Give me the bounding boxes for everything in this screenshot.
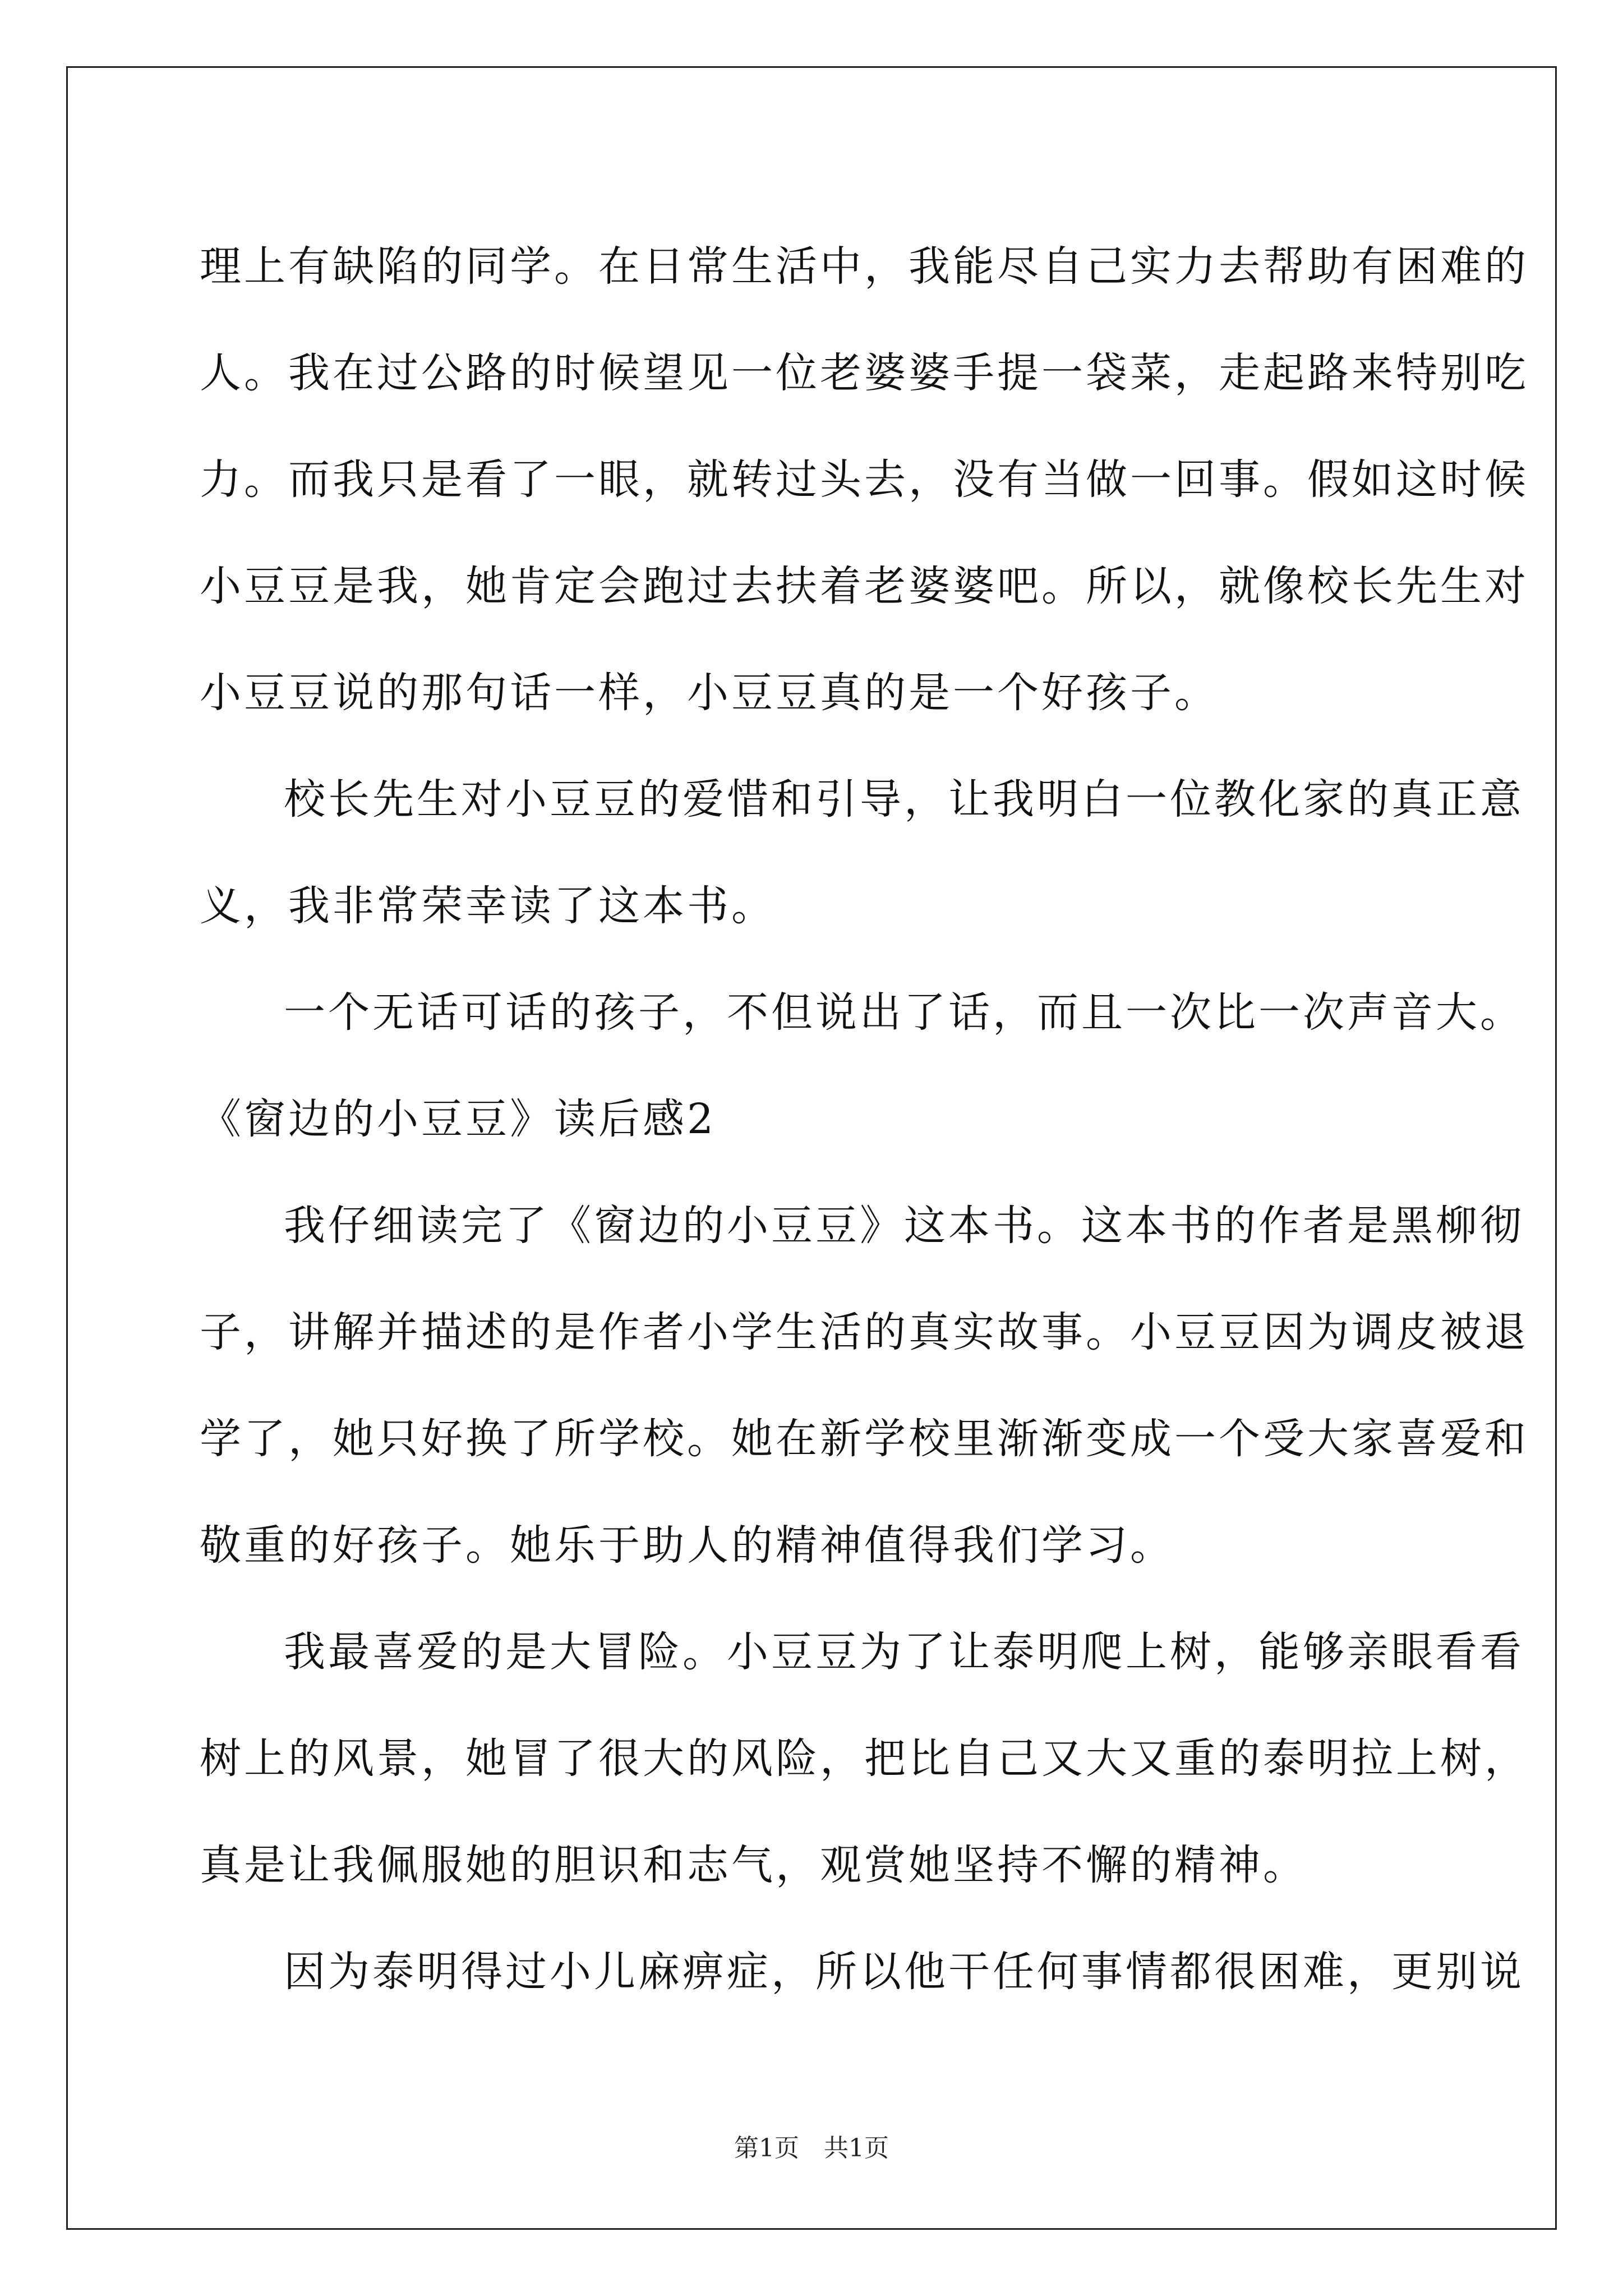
text-line: 人。我在过公路的时候望见一位老婆婆手提一袋菜，走起路来特别吃 [200,349,1529,397]
paragraph-first-line: 因为泰明得过小儿麻痹症，所以他干任何事情都很困难，更别说 [284,1948,1524,1996]
text-line: 敬重的好孩子。她乐于助人的精神值得我们学习。 [200,1521,1174,1570]
text-line: 力。而我只是看了一眼，就转过头去，没有当做一回事。假如这时候 [200,455,1529,504]
document-body [200,213,1529,2025]
paragraph-first-line: 我仔细读完了《窗边的小豆豆》这本书。这本书的作者是黑柳彻 [284,1202,1524,1250]
text-line: 子，讲解并描述的是作者小学生活的真实故事。小豆豆因为调皮被退 [200,1308,1529,1356]
text-line: 小豆豆是我，她肯定会跑过去扶着老婆婆吧。所以，就像校长先生对 [200,562,1529,610]
text-line: 小豆豆说的那句话一样，小豆豆真的是一个好孩子。 [200,669,1219,717]
page-footer: 第1页 共1页 [734,2134,889,2162]
section-heading: 《窗边的小豆豆》读后感2 [200,1095,717,1143]
text-line: 义，我非常荣幸读了这本书。 [200,882,776,930]
paragraph-first-line: 一个无话可话的孩子，不但说出了话，而且一次比一次声音大。 [284,988,1524,1037]
text-line: 学了，她只好换了所学校。她在新学校里渐渐变成一个受大家喜爱和 [200,1415,1529,1463]
paragraph-first-line: 我最喜爱的是大冒险。小豆豆为了让泰明爬上树，能够亲眼看看 [284,1628,1524,1676]
text-line: 理上有缺陷的同学。在日常生活中，我能尽自己实力去帮助有困难的 [200,242,1529,291]
paragraph-first-line: 校长先生对小豆豆的爱惜和引导，让我明白一位教化家的真正意 [284,775,1524,823]
text-line: 真是让我佩服她的胆识和志气，观赏她坚持不懈的精神。 [200,1841,1307,1889]
text-line: 树上的风景，她冒了很大的风险，把比自己又大又重的泰明拉上树， [200,1734,1529,1783]
